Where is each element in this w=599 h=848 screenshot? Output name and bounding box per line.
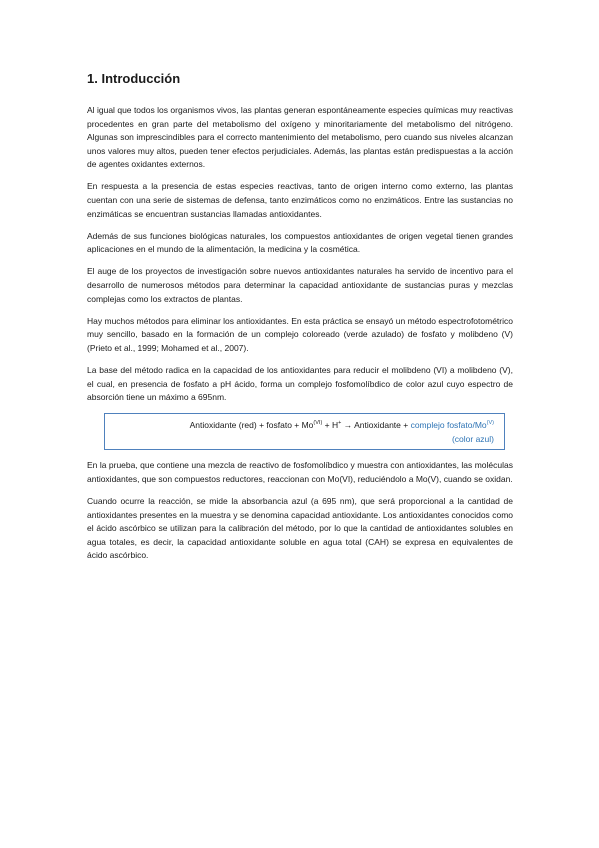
paragraph-measurement: Cuando ocurre la reacción, se mide la absorbancia azul (a 695 nm), que será proporcional a la cantidad de antioxidantes presentes en la muestra y se denomina capacidad antioxidante. Los antioxidantes conocidos como el ácido ascórbico se utilizan para la calibración del método, por lo que la cantidad de antioxidantes solubles en agua totales, es decir, la capacidad antioxidante soluble en agua total (CAH) se expresa en equivalentes de ácido ascórbico. [87, 495, 513, 561]
formula-color-note: (color azul) [451, 434, 494, 445]
formula-mo-v-superscript: (V) [486, 420, 494, 427]
section-heading: 1. Introducción [87, 71, 181, 86]
formula-products: → Antioxidante + [341, 420, 411, 431]
reaction-formula-line [115, 418, 494, 432]
paragraph-methods: Hay muchos métodos para eliminar los antioxidantes. En esta práctica se ensayó un método espectrofotométrico muy sencillo, basado en la formación de un complejo coloreado (verde azulado) de fosfato y molibdeno (V) (Prieto et al., 1999; Mohamed et al., 2007). [87, 315, 513, 353]
formula-reactants: Antioxidante (red) + fosfato + Mo [189, 420, 314, 431]
paragraph-defense: En respuesta a la presencia de estas especies reactivas, tanto de origen interno como externo, las plantas cuentan con una serie de sistemas de defensa, tanto enzimáticos como no enzimáticos. Entre las sustancias no enzimáticas se encuentran sustancias llamadas antioxidantes. [87, 181, 513, 219]
paragraph-research: El auge de los proyectos de investigación sobre nuevos antioxidantes naturales ha servido de incentivo para el desarrollo de numerosos métodos para determinar la capacidad antioxidante de sustancias puras y mezclas complejas como los extractos de plantas. [87, 266, 513, 304]
document-body [87, 70, 513, 571]
paragraph-intro: Al igual que todos los organismos vivos, las plantas generan espontáneamente especies químicas muy reactivas procedentes en gran parte del metabolismo del oxígeno y minoritariamente del metabolismo del nitrógeno. Algunas son imprescindibles para el correcto mantenimiento del metabolismo, pero cuando sus niveles alcanzan unos valores muy altos, pueden tener efectos perjudiciales. Además, las plantas están predispuestas a la acción de agentes oxidantes externos. [87, 105, 513, 170]
paragraph-applications: Además de sus funciones biológicas naturales, los compuestos antioxidantes de origen vegetal tienen grandes aplicaciones en el mundo de la alimentación, la medicina y la cosmética. [87, 230, 513, 255]
paragraph-test: En la prueba, que contiene una mezcla de reactivo de fosfomolíbdico y muestra con antioxidantes, las moléculas antioxidantes, que son compuestos reductores, reaccionan con Mo(VI), reduciéndolo a Mo(V), cuando se oxidan. [87, 460, 513, 484]
paragraph-method-basis: La base del método radica en la capacidad de los antioxidantes para reducir el molibdeno (VI) a molibdeno (V), el cual, en presencia de fosfato a pH ácido, forma un complejo fosfomolíbdico de color azul cuyo espectro de absorción tiene un máximo a 695nm. [87, 365, 513, 403]
formula-proton: + H [322, 420, 339, 431]
formula-complex: complejo fosfato/Mo [410, 420, 487, 431]
reaction-formula-box [104, 413, 505, 450]
formula-plus-superscript: + [338, 420, 342, 427]
formula-mo-vi-superscript: (VI) [313, 420, 323, 427]
